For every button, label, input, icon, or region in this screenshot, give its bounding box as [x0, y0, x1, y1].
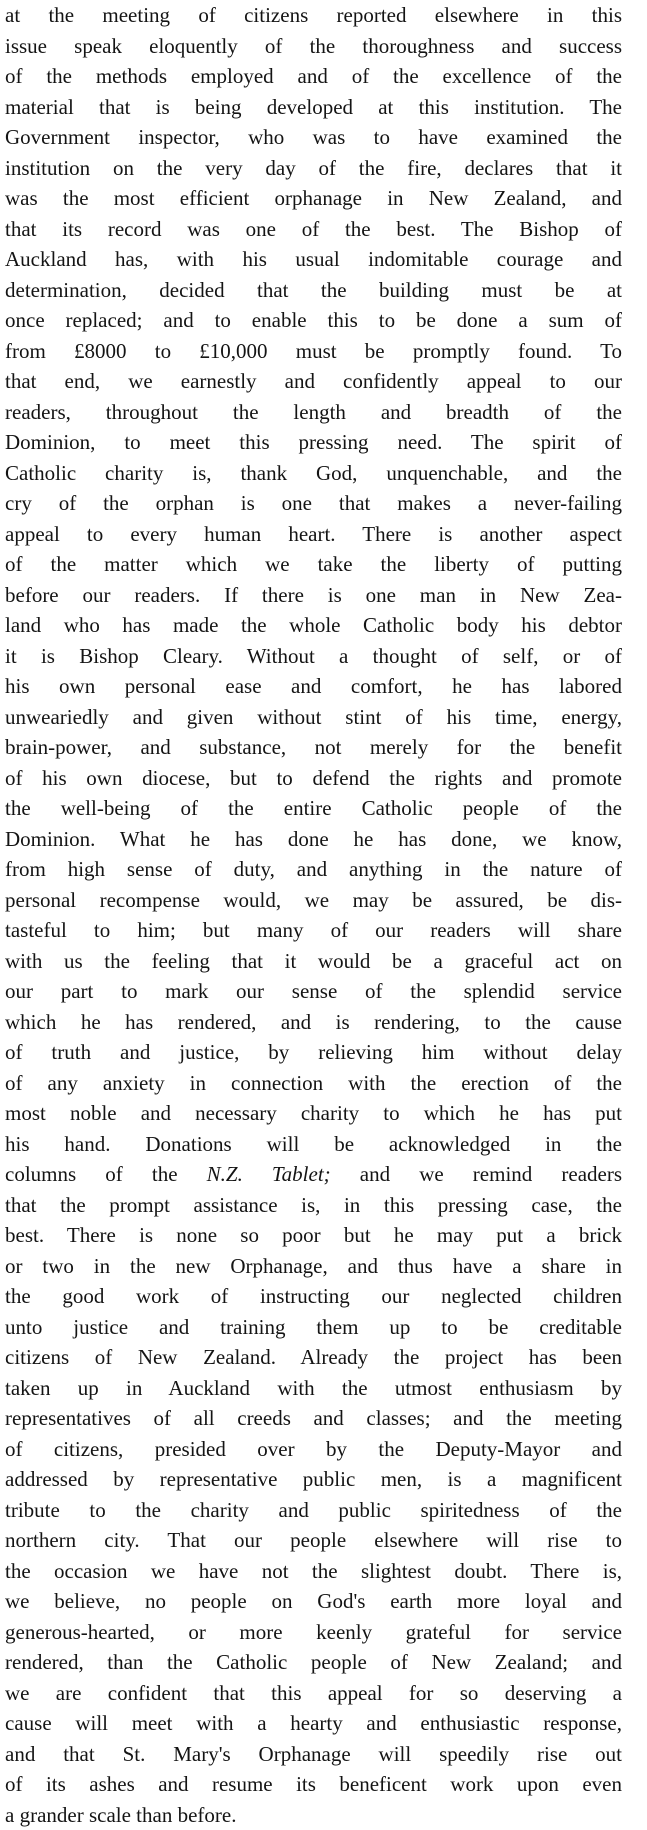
article-line: best. There is none so poor but he may put a brick [5, 1220, 622, 1251]
article-line: tribute to the charity and public spiritedness of the [5, 1495, 622, 1526]
article-line: from £8000 to £10,000 must be promptly found. To [5, 336, 622, 367]
article-line: of truth and justice, by relieving him without delay [5, 1037, 622, 1068]
article-line: that end, we earnestly and confidently appeal to our [5, 366, 622, 397]
article-line: his own personal ease and comfort, he has labored [5, 671, 622, 702]
article-line: from high sense of duty, and anything in the nature of [5, 854, 622, 885]
article-line: appeal to every human heart. There is another aspect [5, 519, 622, 550]
article-line: or two in the new Orphanage, and thus have a share in [5, 1251, 622, 1282]
article-line: personal recompense would, we may be assured, be dis- [5, 885, 622, 916]
newspaper-title: N.Z. Tablet; [207, 1162, 331, 1186]
article-line: most noble and necessary charity to which he has put [5, 1098, 622, 1129]
text-run: columns of the [5, 1162, 207, 1186]
article-line: at the meeting of citizens reported elsewhere in this [5, 0, 622, 31]
article-line: unweariedly and given without stint of his time, energy, [5, 702, 622, 733]
article-line: cry of the orphan is one that makes a never-failing [5, 488, 622, 519]
article-line: his hand. Donations will be acknowledged in the [5, 1129, 622, 1160]
text-run: and we remind readers [331, 1162, 622, 1186]
article-line: that the prompt assistance is, in this pressing case, the [5, 1190, 622, 1221]
article-line: the well-being of the entire Catholic people of the [5, 793, 622, 824]
article-line: brain-power, and substance, not merely for the benefit [5, 732, 622, 763]
article-line: which he has rendered, and is rendering, to the cause [5, 1007, 622, 1038]
article-line: institution on the very day of the fire, declares that it [5, 153, 622, 184]
article-line: that its record was one of the best. The Bishop of [5, 214, 622, 245]
article-line: Dominion, to meet this pressing need. The spirit of [5, 427, 622, 458]
article-line: was the most efficient orphanage in New Zealand, and [5, 183, 622, 214]
article-line: the good work of instructing our neglected children [5, 1281, 622, 1312]
article-line: citizens of New Zealand. Already the project has been [5, 1342, 622, 1373]
article-line: tasteful to him; but many of our readers will share [5, 915, 622, 946]
article-line: a grander scale than before. [5, 1800, 622, 1830]
article-body [5, 0, 622, 1830]
article-line: before our readers. If there is one man in New Zea- [5, 580, 622, 611]
article-line: of his own diocese, but to defend the rights and promote [5, 763, 622, 794]
article-line: taken up in Auckland with the utmost enthusiasm by [5, 1373, 622, 1404]
article-line: unto justice and training them up to be creditable [5, 1312, 622, 1343]
article-column [5, 0, 622, 1830]
article-line: our part to mark our sense of the splendid service [5, 976, 622, 1007]
article-line: it is Bishop Cleary. Without a thought of self, or of [5, 641, 622, 672]
article-line: once replaced; and to enable this to be done a sum of [5, 305, 622, 336]
article-line: of the methods employed and of the excellence of the [5, 61, 622, 92]
article-line: generous-hearted, or more keenly grateful for service [5, 1617, 622, 1648]
article-line: material that is being developed at this institution. The [5, 92, 622, 123]
article-line: Government inspector, who was to have examined the [5, 122, 622, 153]
article-line: Auckland has, with his usual indomitable courage and [5, 244, 622, 275]
article-line [5, 1159, 622, 1190]
article-line: Dominion. What he has done he has done, we know, [5, 824, 622, 855]
article-line: determination, decided that the building must be at [5, 275, 622, 306]
article-line: readers, throughout the length and breadth of the [5, 397, 622, 428]
article-line: of the matter which we take the liberty of putting [5, 549, 622, 580]
article-line: land who has made the whole Catholic body his debtor [5, 610, 622, 641]
article-line: northern city. That our people elsewhere will rise to [5, 1525, 622, 1556]
article-line: of any anxiety in connection with the erection of the [5, 1068, 622, 1099]
article-line: we believe, no people on God's earth more loyal and [5, 1586, 622, 1617]
article-line: rendered, than the Catholic people of New Zealand; and [5, 1647, 622, 1678]
article-line: the occasion we have not the slightest doubt. There is, [5, 1556, 622, 1587]
article-line: of its ashes and resume its beneficent work upon even [5, 1769, 622, 1800]
article-line: cause will meet with a hearty and enthusiastic response, [5, 1708, 622, 1739]
article-line: with us the feeling that it would be a graceful act on [5, 946, 622, 977]
article-line: addressed by representative public men, is a magnificent [5, 1464, 622, 1495]
article-line: of citizens, presided over by the Deputy-Mayor and [5, 1434, 622, 1465]
article-line: and that St. Mary's Orphanage will speedily rise out [5, 1739, 622, 1770]
article-line: Catholic charity is, thank God, unquenchable, and the [5, 458, 622, 489]
article-line: representatives of all creeds and classes; and the meeting [5, 1403, 622, 1434]
article-line: we are confident that this appeal for so deserving a [5, 1678, 622, 1709]
article-line: issue speak eloquently of the thoroughness and success [5, 31, 622, 62]
